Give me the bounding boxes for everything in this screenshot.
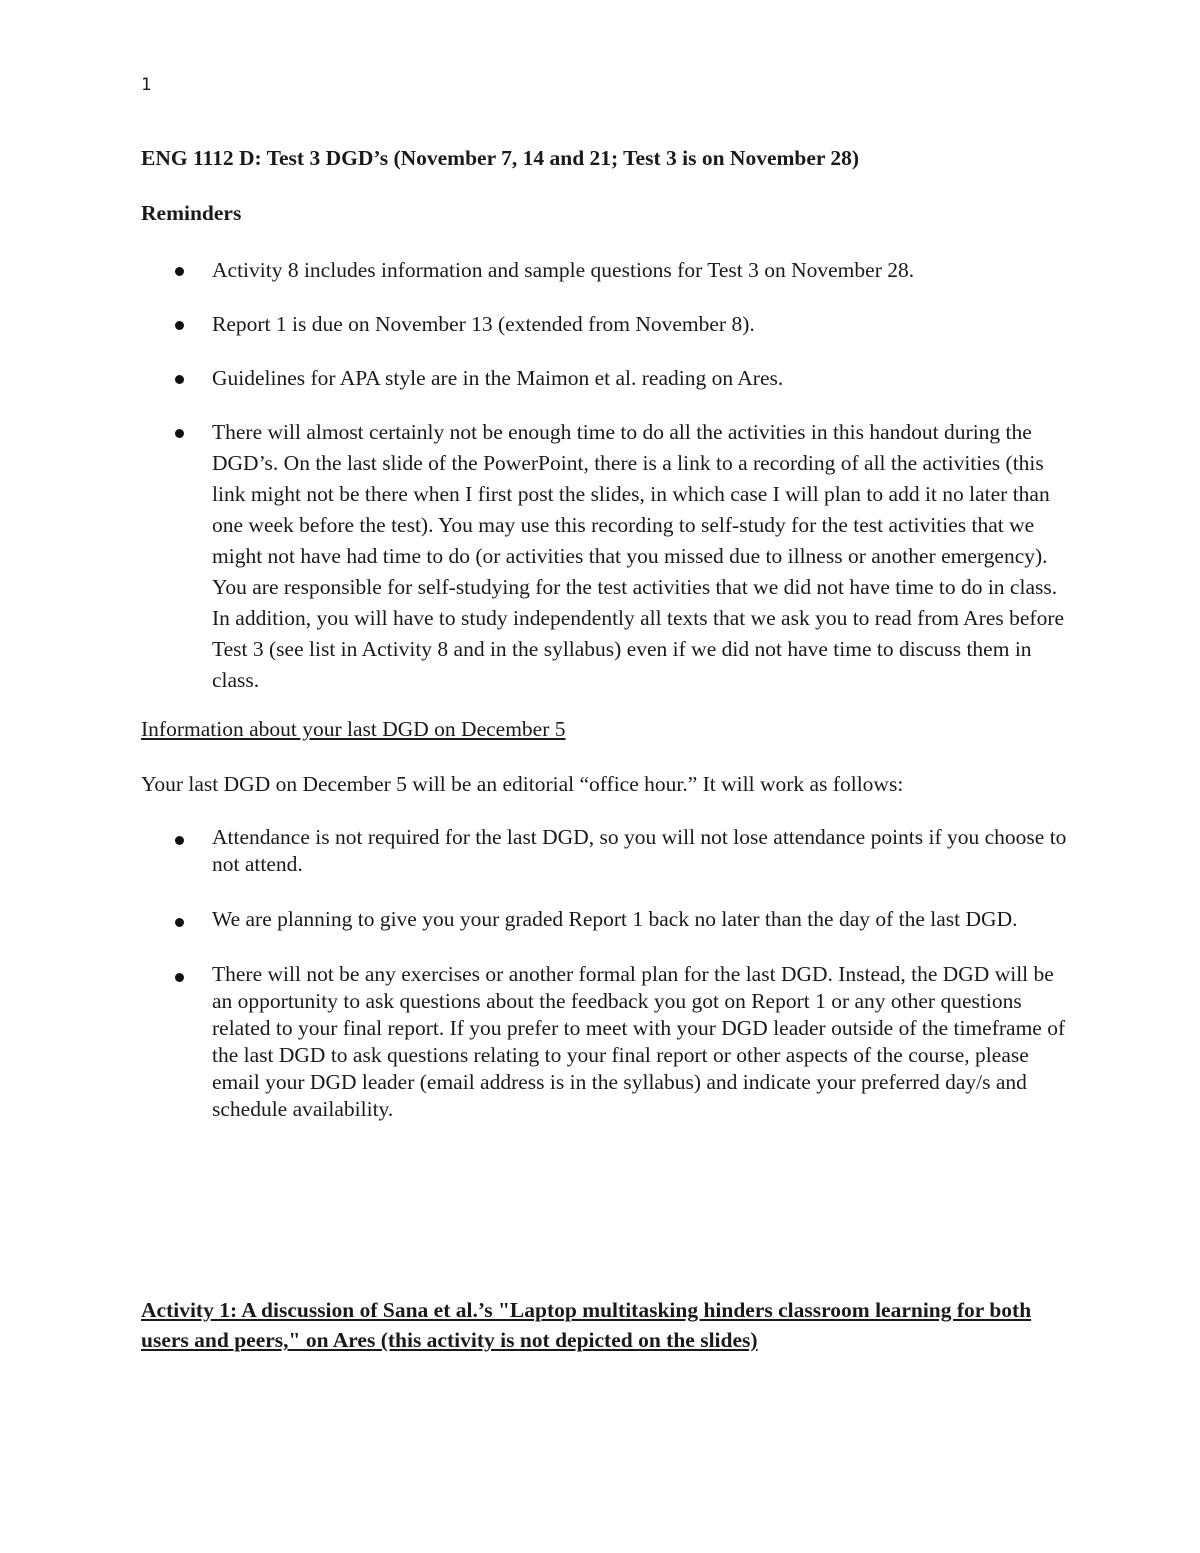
- bullet-icon: [175, 321, 184, 330]
- bullet-icon: [175, 429, 184, 438]
- reminders-heading: Reminders: [141, 201, 242, 225]
- list-item: [141, 363, 1071, 394]
- list-item: [141, 961, 1071, 1123]
- document-body: [141, 143, 1071, 1151]
- bullet-icon: [175, 836, 184, 845]
- document-title: ENG 1112 D: Test 3 DGD’s (November 7, 14 and 21; Test 3 is on November 28): [141, 146, 860, 170]
- bullet-icon: [175, 375, 184, 384]
- list-item: [141, 824, 1071, 878]
- last-dgd-heading: Information about your last DGD on December 5: [141, 717, 566, 741]
- page-number: 1: [141, 75, 152, 95]
- list-item-text: Report 1 is due on November 13 (extended from November 8).: [212, 312, 755, 336]
- list-item-text: There will not be any exercises or another formal plan for the last DGD. Instead, the DGD will be an opportunity to ask questions about the feedback you got on Report 1 or any other questions related to your final report. If you prefer to meet with your DGD leader outside of the timeframe of the last DGD to ask questions relating to your final report or other aspects of the course, please email your DGD leader (email address is in the syllabus) and indicate your preferred day/s and schedule availability.: [212, 962, 1066, 1121]
- list-item-text: There will almost certainly not be enough time to do all the activities in this handout during the DGD’s. On the last slide of the PowerPoint, there is a link to a recording of all the activities (this link might not be there when I first post the slides, in which case I will plan to add it no later than one week before the test). You may use this recording to self-study for the test activities that we might not have had time to do (or activities that you missed due to illness or another emergency). You are responsible for self-studying for the test activities that we did not have time to do in class. In addition, you will have to study independently all texts that we ask you to read from Ares before Test 3 (see list in Activity 8 and in the syllabus) even if we did not have time to discuss them in class.: [212, 420, 1065, 692]
- last-dgd-list: [141, 824, 1071, 1123]
- last-dgd-intro: Your last DGD on December 5 will be an editorial “office hour.” It will work as follows:: [141, 772, 904, 796]
- list-item: [141, 906, 1071, 933]
- list-item-text: Guidelines for APA style are in the Maimon et al. reading on Ares.: [212, 366, 784, 390]
- bullet-icon: [175, 973, 184, 982]
- list-item-text: We are planning to give you your graded Report 1 back no later than the day of the last DGD.: [212, 907, 1018, 931]
- activity-1-heading: Activity 1: A discussion of Sana et al.’s "Laptop multitasking hinders classroom learning for both users and peers," on Ares (this activity is not depicted on the slides): [141, 1298, 1032, 1352]
- list-item: [141, 255, 1071, 286]
- list-item: [141, 417, 1071, 696]
- list-item: [141, 309, 1071, 340]
- bullet-icon: [175, 918, 184, 927]
- bullet-icon: [175, 267, 184, 276]
- reminders-list: [141, 255, 1071, 696]
- list-item-text: Attendance is not required for the last DGD, so you will not lose attendance points if you choose to not attend.: [212, 825, 1067, 876]
- list-item-text: Activity 8 includes information and sample questions for Test 3 on November 28.: [212, 258, 915, 282]
